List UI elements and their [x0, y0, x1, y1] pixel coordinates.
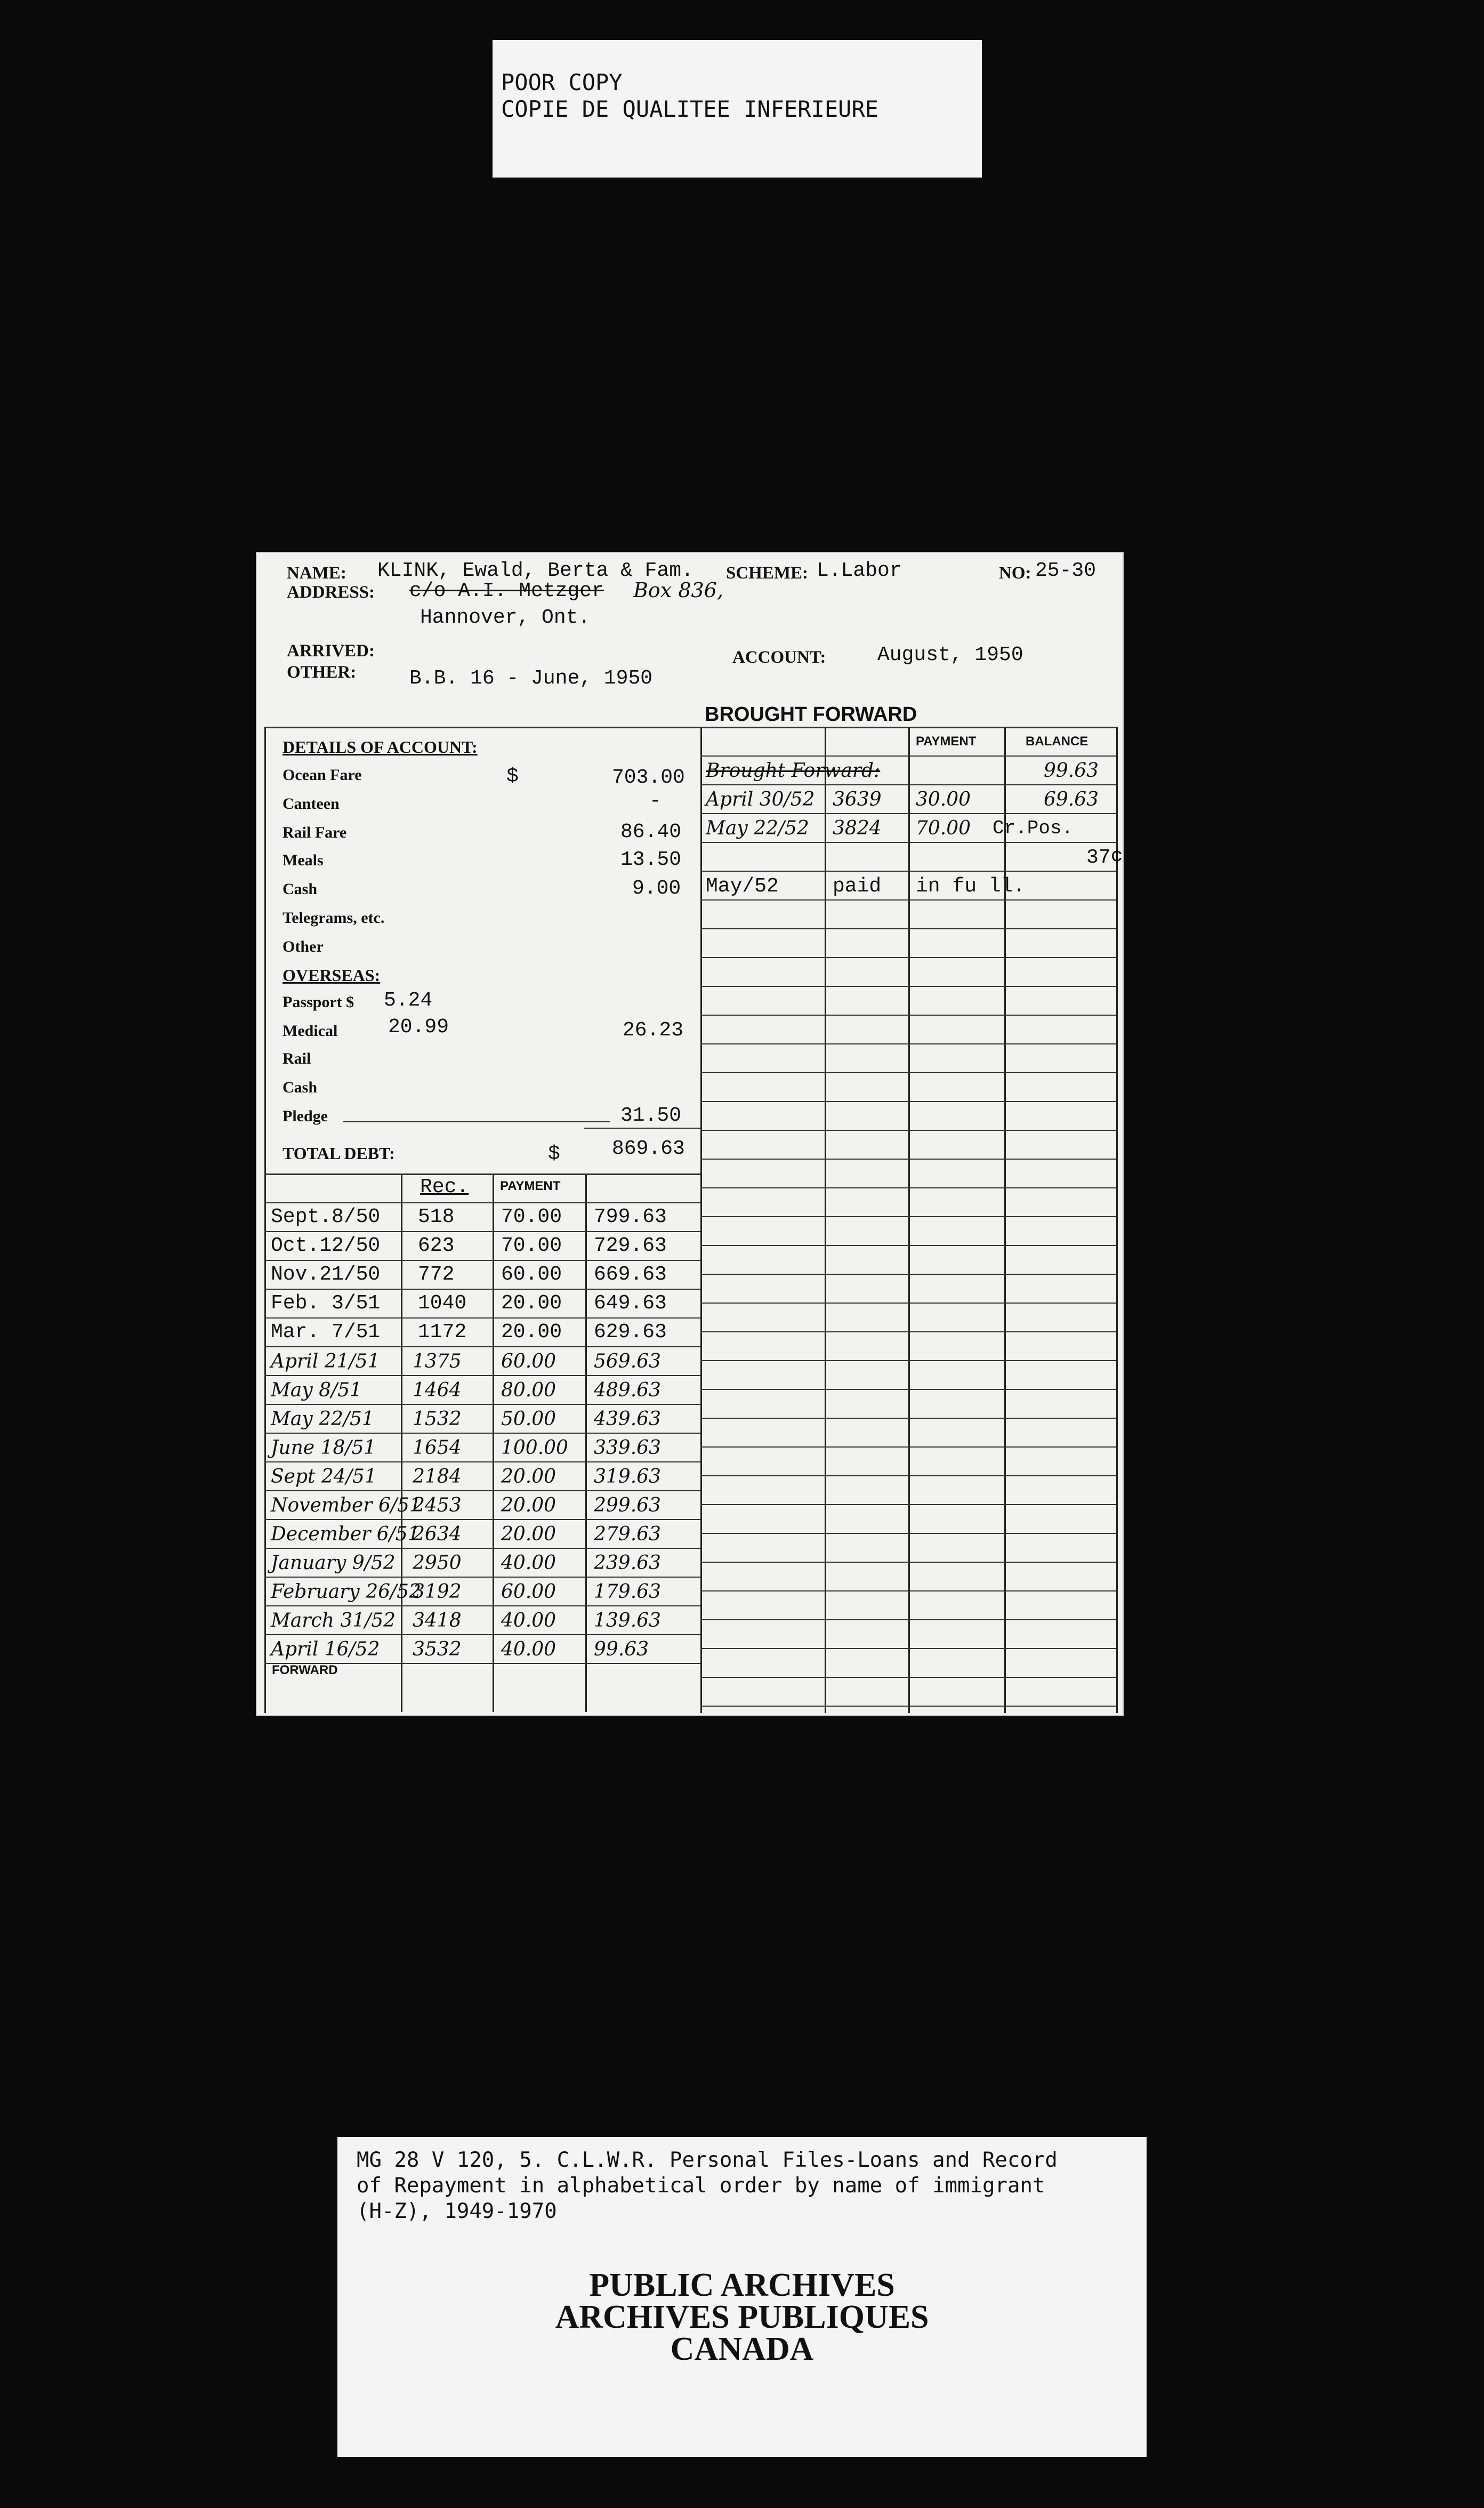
overseas-title: OVERSEAS: — [283, 966, 381, 985]
account-value: August, 1950 — [877, 644, 1023, 666]
payment-row-line — [264, 1634, 700, 1635]
scheme-value: L.Labor — [817, 559, 902, 582]
payment-receipt: 1532 — [413, 1408, 462, 1430]
stamp-line-2: ARCHIVES PUBLIQUES — [555, 2299, 929, 2335]
name-label: NAME: — [287, 564, 346, 583]
payment-balance: 489.63 — [594, 1379, 661, 1401]
payment-date: May 8/51 — [271, 1379, 362, 1401]
reference-text — [357, 2148, 1135, 2224]
payment-amount: 60.00 — [501, 1263, 562, 1286]
payment-amount: 20.00 — [501, 1494, 556, 1516]
reference-line-1: MG 28 V 120, 5. C.L.W.R. Personal Files-Loans and Record — [357, 2148, 1058, 2172]
ledger-row-line — [700, 1331, 1116, 1332]
payment-date: Oct.12/50 — [271, 1234, 381, 1257]
payment-row-line — [264, 1317, 700, 1319]
payment-amount: 60.00 — [501, 1581, 556, 1603]
payment-date: Mar. 7/51 — [271, 1321, 381, 1344]
payment-receipt: 772 — [418, 1263, 455, 1286]
payment-receipt: 1040 — [418, 1292, 467, 1315]
right-balance-header: BALANCE — [1026, 734, 1088, 749]
payment-amount: 80.00 — [501, 1379, 556, 1401]
detail-label: Meals — [283, 851, 324, 869]
detail-label: Canteen — [283, 795, 340, 813]
total-debt-value: 869.63 — [612, 1137, 685, 1160]
pledge-value: 31.50 — [620, 1104, 682, 1127]
pledge-line — [343, 1121, 610, 1122]
stamp-line-3: CANADA — [670, 2331, 814, 2367]
payment-row-line — [264, 1605, 700, 1606]
payment-amount: 40.00 — [501, 1552, 556, 1574]
payment-amount: 70.00 — [501, 1234, 562, 1257]
payment-receipt: 1654 — [413, 1437, 462, 1459]
archives-stamp — [337, 2269, 1147, 2365]
payment-row-line — [264, 1289, 700, 1290]
cash-label: Cash — [283, 1079, 318, 1096]
payment-receipt: 3532 — [413, 1638, 462, 1660]
payment-row-line — [264, 1231, 700, 1232]
right-payment-header: PAYMENT — [916, 734, 977, 749]
payment-amount: 20.00 — [501, 1292, 562, 1315]
payment-amount: 60.00 — [501, 1351, 556, 1372]
pledge-label: Pledge — [283, 1107, 328, 1125]
medical-value: 20.99 — [388, 1016, 449, 1039]
ledger-row-line — [700, 1072, 1116, 1073]
ledger-row-line — [700, 1418, 1116, 1419]
other-label: OTHER: — [287, 663, 357, 682]
total-debt-symbol: $ — [548, 1143, 560, 1165]
poor-copy-line-1: POOR COPY — [501, 69, 623, 95]
payment-date: January 9/52 — [271, 1552, 396, 1574]
ledger-row-line — [700, 986, 1116, 987]
payment-amount: 50.00 — [501, 1408, 556, 1430]
left-balance-line — [585, 1173, 587, 1712]
payment-row-line — [264, 1519, 700, 1520]
detail-label: Telegrams, etc. — [283, 909, 385, 927]
payment-amount: 20.00 — [501, 1321, 562, 1344]
ledger-balance: 99.63 — [1044, 760, 1099, 782]
detail-label: Other — [283, 938, 324, 955]
reference-line-3: (H-Z), 1949-1970 — [357, 2199, 557, 2223]
name-value: KLINK, Ewald, Berta & Fam. — [377, 559, 693, 582]
address-handwritten: Box 836, — [633, 578, 723, 602]
ledger-row-line — [700, 1187, 1116, 1188]
ledger-date: May/52 — [706, 875, 779, 898]
ledger-row-line — [700, 1677, 1116, 1678]
address-line-2: Hannover, Ont. — [420, 606, 591, 629]
number-label: NO: — [999, 564, 1031, 583]
payment-amount: 100.00 — [501, 1437, 568, 1459]
ledger-row-line — [700, 1101, 1116, 1102]
right-header-line — [700, 755, 1116, 757]
ledger-payment: in fu ll. — [916, 875, 1026, 898]
brought-forward-label: BROUGHT FORWARD — [705, 703, 917, 726]
ledger-row-line — [700, 813, 1116, 814]
header-divider — [264, 727, 1117, 728]
ledger-row-line — [700, 1389, 1116, 1390]
passport-label: Passport $ — [283, 993, 354, 1011]
passport-value: 5.24 — [384, 989, 433, 1012]
detail-label: Cash — [283, 880, 318, 898]
archive-reference-label — [337, 2137, 1147, 2457]
ledger-row-line — [700, 1015, 1116, 1016]
ledger-row-line — [700, 957, 1116, 958]
ledger-row-line — [700, 1533, 1116, 1534]
payment-date: December 6/51 — [271, 1523, 420, 1545]
payment-row-line — [264, 1548, 700, 1549]
medical-total: 26.23 — [623, 1019, 684, 1042]
ledger-row-line — [700, 1245, 1116, 1246]
ledger-receipt: paid — [833, 875, 882, 898]
payment-balance: 439.63 — [594, 1408, 661, 1430]
details-right-line — [700, 727, 702, 1713]
detail-amount: 703.00 — [612, 766, 685, 789]
address-label: ADDRESS: — [287, 583, 375, 602]
ledger-balance: 69.63 — [1044, 789, 1099, 810]
ledger-row-line — [700, 1303, 1116, 1304]
payment-date: Sept.8/50 — [271, 1205, 381, 1228]
payment-date: April 21/51 — [271, 1351, 380, 1372]
detail-symbol: $ — [506, 765, 519, 788]
ledger-row-line — [700, 784, 1116, 785]
forward-label: FORWARD — [272, 1663, 338, 1677]
payment-balance: 319.63 — [594, 1466, 661, 1488]
payment-header: PAYMENT — [500, 1179, 561, 1193]
payment-row-line — [264, 1490, 700, 1491]
left-rec-line — [401, 1173, 402, 1712]
poor-copy-label — [493, 40, 982, 178]
reference-line-2: of Repayment in alphabetical order by name of immigrant — [357, 2174, 1045, 2198]
payment-balance: 569.63 — [594, 1351, 661, 1372]
payment-date: Sept 24/51 — [271, 1466, 377, 1488]
payment-date: Nov.21/50 — [271, 1263, 381, 1286]
ledger-date: April 30/52 — [706, 789, 815, 810]
payment-row-line — [264, 1404, 700, 1405]
payment-receipt: 623 — [418, 1234, 455, 1257]
ledger-receipt: 3639 — [833, 789, 882, 810]
payments-top-line — [264, 1173, 700, 1175]
rec-header: Rec. — [420, 1176, 469, 1199]
arrived-label: ARRIVED: — [287, 641, 375, 661]
ledger-balance: Cr.Pos. — [993, 817, 1074, 839]
ledger-row-line — [700, 1706, 1116, 1707]
payment-balance: 139.63 — [594, 1610, 661, 1631]
payment-amount: 40.00 — [501, 1610, 556, 1631]
payment-receipt: 1375 — [413, 1351, 462, 1372]
payment-receipt: 1464 — [413, 1379, 462, 1401]
ledger-receipt: 3824 — [833, 817, 882, 839]
ledger-row-line — [700, 1130, 1116, 1131]
total-debt-label: TOTAL DEBT: — [283, 1144, 395, 1163]
payment-balance: 279.63 — [594, 1523, 661, 1545]
payment-row-line — [264, 1433, 700, 1434]
ledger-row-line — [700, 1159, 1116, 1160]
payment-receipt: 1172 — [418, 1321, 467, 1344]
ledger-payment: 70.00 — [916, 817, 971, 839]
ledger-row-line — [700, 1504, 1116, 1505]
payment-receipt: 3418 — [413, 1610, 462, 1631]
right-edge-line — [1116, 727, 1118, 1713]
payment-amount: 40.00 — [501, 1638, 556, 1660]
left-payment-line — [493, 1173, 494, 1712]
ledger-date: May 22/52 — [706, 817, 809, 839]
payment-amount: 20.00 — [501, 1466, 556, 1488]
payment-date: Feb. 3/51 — [271, 1292, 381, 1315]
payment-date: June 18/51 — [271, 1437, 376, 1459]
payment-balance: 339.63 — [594, 1437, 661, 1459]
detail-amount: - — [649, 790, 662, 813]
payment-date: April 16/52 — [271, 1638, 380, 1660]
ledger-row-line — [700, 1216, 1116, 1217]
ledger-row-line — [700, 1446, 1116, 1448]
account-label: ACCOUNT: — [732, 648, 826, 667]
payment-receipt: 3192 — [413, 1581, 462, 1603]
scheme-label: SCHEME: — [726, 564, 809, 583]
payment-row-line — [264, 1260, 700, 1261]
rail-label: Rail — [283, 1050, 311, 1067]
right-rec-line — [825, 727, 826, 1713]
poor-copy-line-2: COPIE DE QUALITEE INFERIEURE — [501, 96, 879, 122]
left-edge-line — [264, 727, 266, 1713]
payment-balance: 99.63 — [594, 1638, 649, 1660]
ledger-row-line — [700, 899, 1116, 901]
payment-receipt: 2184 — [413, 1466, 462, 1488]
payment-receipt: 2453 — [413, 1494, 462, 1516]
total-rule — [584, 1128, 700, 1129]
account-card — [256, 552, 1124, 1716]
right-payment-line — [908, 727, 910, 1713]
payment-date: February 26/52 — [271, 1581, 421, 1603]
ledger-row-line — [700, 871, 1116, 872]
payment-date: May 22/51 — [271, 1408, 374, 1430]
payment-row-line — [264, 1577, 700, 1578]
ledger-row-line — [700, 842, 1116, 843]
detail-label: Rail Fare — [283, 824, 347, 841]
ledger-date: Brought Forward: — [706, 760, 881, 782]
payment-balance: 179.63 — [594, 1581, 661, 1603]
payment-balance: 669.63 — [594, 1263, 667, 1286]
payment-receipt: 518 — [418, 1205, 455, 1228]
payment-balance: 239.63 — [594, 1552, 661, 1574]
payment-date: November 6/51 — [271, 1494, 422, 1516]
payment-balance: 729.63 — [594, 1234, 667, 1257]
ledger-balance: 37¢ — [1086, 846, 1123, 869]
payment-amount: 70.00 — [501, 1205, 562, 1228]
other-value: B.B. 16 - June, 1950 — [409, 667, 653, 690]
ledger-row-line — [700, 1648, 1116, 1649]
stamp-line-1: PUBLIC ARCHIVES — [589, 2267, 895, 2303]
payment-balance: 799.63 — [594, 1205, 667, 1228]
payment-receipt: 2950 — [413, 1552, 462, 1574]
ledger-row-line — [700, 1360, 1116, 1361]
payment-date: March 31/52 — [271, 1610, 396, 1631]
address-line-1: c/o A.I. Metzger — [409, 580, 604, 602]
payment-balance: 649.63 — [594, 1292, 667, 1315]
detail-amount: 86.40 — [620, 821, 682, 843]
payment-row-line — [264, 1375, 700, 1376]
payment-balance: 629.63 — [594, 1321, 667, 1344]
payment-row-line — [264, 1346, 700, 1347]
detail-amount: 13.50 — [620, 848, 682, 871]
detail-amount: 9.00 — [632, 877, 681, 900]
payment-receipt: 2634 — [413, 1523, 462, 1545]
ledger-row-line — [700, 1619, 1116, 1620]
ledger-payment: 30.00 — [916, 789, 971, 810]
medical-label: Medical — [283, 1022, 338, 1040]
ledger-row-line — [700, 1562, 1116, 1563]
number-value: 25-30 — [1035, 559, 1096, 582]
payments-header-line — [264, 1202, 700, 1203]
ledger-row-line — [700, 1475, 1116, 1476]
detail-label: Ocean Fare — [283, 766, 362, 784]
ledger-row-line — [700, 1043, 1116, 1044]
payment-amount: 20.00 — [501, 1523, 556, 1545]
ledger-row-line — [700, 1274, 1116, 1275]
details-title: DETAILS OF ACCOUNT: — [283, 737, 478, 757]
ledger-row-line — [700, 928, 1116, 929]
ledger-row-line — [700, 1590, 1116, 1591]
payment-balance: 299.63 — [594, 1494, 661, 1516]
payment-row-line — [264, 1461, 700, 1462]
